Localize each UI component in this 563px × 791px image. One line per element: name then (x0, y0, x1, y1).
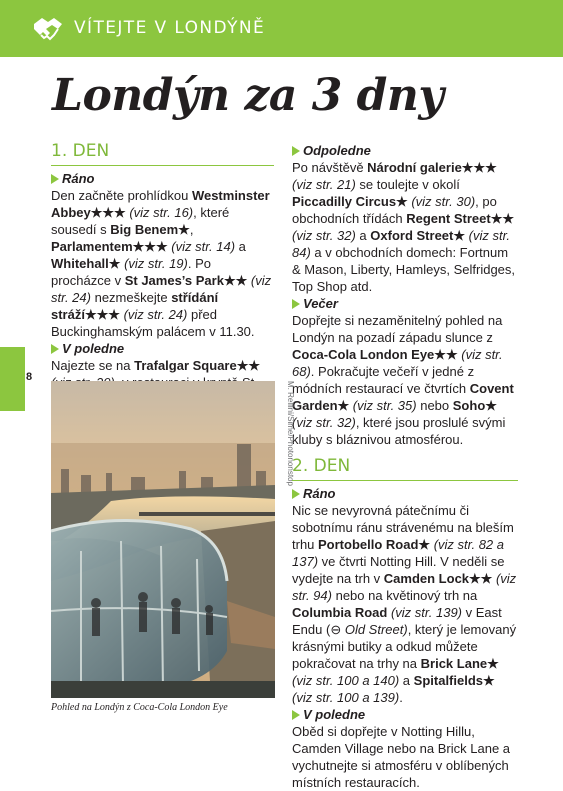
day1-afternoon-text (292, 159, 518, 295)
bold-term: Portobello Road★ (318, 537, 431, 552)
day2-noon-text (292, 723, 518, 791)
page-reference: (viz str. 14) (171, 239, 236, 254)
day1-evening-text (292, 312, 518, 448)
bold-term: Regent Street★★ (406, 211, 515, 226)
day2-morning-heading: Ráno (292, 485, 518, 502)
text-run: Po návštěvě (292, 160, 368, 175)
bold-term: střídání stráží★★★ (51, 290, 219, 322)
page-reference: (viz str. 32) (292, 228, 356, 243)
page-reference: (viz str. 24) (51, 273, 272, 305)
text-run: a (355, 228, 371, 243)
page-reference: (viz str. 82 a 137) (292, 537, 505, 569)
text-run: , který je lemovaný krásnými butiky a odkud můžete pokračovat na trhy na (292, 622, 517, 671)
text-run: před Buckinghamským palácem v 11.30. (51, 307, 255, 339)
text-run: , (189, 222, 194, 237)
page-number: 8 (26, 371, 33, 383)
bold-term: Parlamentem★★★ (51, 239, 168, 254)
text-run: nebo na květinový trh na (331, 588, 478, 603)
text-run: nebo (416, 398, 453, 413)
bold-term: Brick Lane★ (420, 656, 499, 671)
page-reference: (viz str. 68) (292, 347, 503, 379)
text-run: Najezte se na (51, 358, 135, 373)
page-reference: (viz str. 139) (390, 605, 462, 620)
bold-term: Columbia Road (292, 605, 388, 620)
day1-afternoon-heading: Odpoledne (292, 142, 518, 159)
text-run: Oběd si dopřejte v Notting Hillu, Camden Village nebo na Brick Lane a vychutnejte si atmosféru v oblíbených místních restauracích. (292, 724, 511, 790)
page-reference: (viz str. 19) (124, 256, 188, 271)
page-reference: (viz str. 84) (292, 228, 511, 260)
text-run: . Po procházce v (51, 256, 211, 288)
page-reference: (viz str. 94) (292, 571, 517, 603)
bold-term: Big Benem★ (110, 222, 190, 237)
bold-term: Oxford Street★ (370, 228, 466, 243)
bold-term: Camden Lock★★ (383, 571, 493, 586)
side-tab (0, 347, 25, 411)
bold-term: St James’s Park★★ (124, 273, 248, 288)
arrow-icon (51, 174, 59, 184)
page-reference: (viz str. 21) (292, 177, 356, 192)
header-band (0, 0, 563, 57)
day1-evening-heading: Večer (292, 295, 518, 312)
text-run: ve čtvrti Notting Hill. V neděli se vydejte na trh v (292, 554, 505, 586)
bold-term: Spitalfields★ (413, 673, 495, 688)
text-run: , které sousedí s (51, 205, 230, 237)
arrow-icon (51, 344, 59, 354)
day1-heading: 1. DEN (51, 143, 274, 166)
text-run: v East Endu ( (292, 605, 502, 637)
text-run: Dopřejte si nezaměnitelný pohled na Londýn na pozadí západu slunce z (292, 313, 503, 345)
bold-term: Soho★ (452, 398, 497, 413)
london-eye-photo (51, 381, 275, 698)
day2-heading: 2. DEN (292, 458, 518, 481)
page-reference: (viz str. 30) (411, 194, 476, 209)
page-reference: Old Street) (344, 622, 408, 637)
arrow-icon (292, 710, 300, 720)
text-run: , které jsou proslulé svými kluby s bláznivou atmosférou. (292, 415, 506, 447)
arrow-icon (292, 299, 300, 309)
text-run: . (399, 690, 403, 705)
text-run: a (399, 673, 414, 688)
right-column (292, 142, 518, 791)
page-reference: (viz str. 24) (123, 307, 188, 322)
bold-term: Whitehall★ (51, 256, 121, 271)
bold-term: Piccadilly Circus★ (292, 194, 408, 209)
photo-caption: Pohled na Londýn z Coca-Cola London Eye (51, 702, 228, 713)
day1-noon-heading: V poledne (51, 340, 274, 357)
page-reference: (viz str. 100 a 139) (292, 690, 400, 705)
page-reference: (viz str. 100 a 140) (292, 673, 400, 688)
page-title: Londýn za 3 dny (52, 70, 444, 121)
text-run: Den začněte prohlídkou (51, 188, 192, 203)
bold-term: Covent Garden★ (292, 381, 514, 413)
handshake-icon (32, 15, 64, 41)
tube-icon: ⊖ (330, 622, 342, 637)
header-title: VÍTEJTE V LONDÝNĚ (74, 18, 266, 38)
day2-morning-text (292, 502, 518, 706)
text-run: se toulejte v okolí (355, 177, 460, 192)
day2-noon-heading: V poledne (292, 706, 518, 723)
text-run: a (235, 239, 246, 254)
bold-term: Trafalgar Square★★ (134, 358, 261, 373)
arrow-icon (292, 146, 300, 156)
text-run: a v obchodních domech: Fortnum & Mason, Liberty, Hamleys, Selfridges, Top Shop atd. (292, 245, 516, 294)
text-run: , po obchodních třídách (292, 194, 497, 226)
photo-credit: M. Rellini/Sime/Photononstop (286, 381, 295, 486)
bold-term: Westminster Abbey★★★ (51, 188, 270, 220)
bold-term: Národní galerie★★★ (367, 160, 497, 175)
text-run: Nic se nevyrovná pátečnímu či sobotnímu ránu strávenému na bleším trhu (292, 503, 514, 552)
page-reference: (viz str. 16) (129, 205, 194, 220)
bold-term: Coca-Cola London Eye★★ (292, 347, 458, 362)
page-reference: (viz str. 32) (292, 415, 356, 430)
day1-morning-heading: Ráno (51, 170, 274, 187)
day1-morning-text (51, 187, 274, 340)
text-run: nezmeškejte (90, 290, 172, 305)
text-run: . Pokračujte večeří v jedné z módních restaurací ve čtvrtích (292, 364, 475, 396)
page-reference: (viz str. 35) (352, 398, 417, 413)
